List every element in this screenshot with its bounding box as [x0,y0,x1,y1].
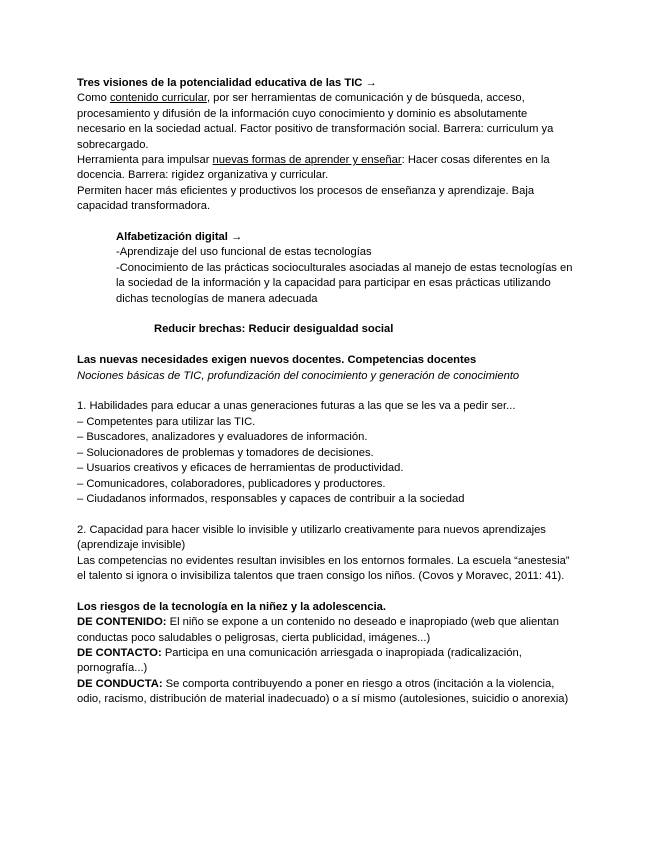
competence-point-2: 2. Capacidad para hacer visible lo invisible y utilizarlo creativamente para nuevos aprendizajes (aprendizaje invisible) [77,523,546,552]
list-item: – Usuarios creativos y eficaces de herramientas de productividad. [77,462,404,475]
text-span: , por ser herramientas de comunicación y de búsqueda, acceso, procesamiento y difusión de la información cuyo conocimiento y dominio es absolutamente necesario en la sociedad actual. Factor positivo de transformación social. Barrera: curriculum ya sobrecargado. [77,92,554,151]
document-page [77,76,577,708]
risk-text: Se comporta contribuyendo a poner en riesgo a otros (incitación a la violencia, odio, racismo, distribución de material inadecuado) o a sí mismo (autolesiones, suicidio o anorexia) [77,677,569,706]
section-heading-tic-visions: Tres visiones de la potencialidad educativa de las TIC → [77,77,377,89]
underlined-term-curricular-content: contenido curricular [109,92,207,105]
text-span: : Hacer cosas diferentes en la docencia. Barrera: rigidez organizativa y curricular. [77,154,550,182]
risk-label: DE CONTENIDO: [77,616,167,629]
spacer [77,307,577,322]
paragraph-curricular-content [77,91,577,153]
list-item: – Comunicadores, colaboradores, publicadores y productores. [77,477,386,490]
paragraph-new-ways [77,153,577,184]
digital-literacy-block [77,230,577,307]
list-item: – Solucionadores de problemas y tomadores de decisiones. [77,446,374,459]
section-heading-digital-literacy: Alfabetización digital → [116,231,243,244]
competence-point-2-text: Las competencias no evidentes resultan invisibles en los entornos formales. La escuela “anestesia” el talento si ignora o invisibiliza talentos que traen consigo los niños. (Covos y Moravec, 2011: 41). [77,554,570,582]
risk-content [77,615,577,646]
text-span: Herramienta para impulsar [77,154,213,167]
section-heading-reduce-gaps: Reducir brechas: Reducir desigualdad social [154,323,394,336]
spacer [77,338,577,353]
risk-text: Participa en una comunicación arriesgada o inapropiada (radicalización, pornografía...) [77,646,522,675]
list-item: – Ciudadanos informados, responsables y capaces de contribuir a la sociedad [77,492,465,505]
spacer [77,584,577,599]
spacer [77,507,577,522]
risk-label: DE CONTACTO: [77,646,162,659]
risk-contact [77,646,577,677]
section-heading-risks: Los riesgos de la tecnología en la niñez y la adolescencia. [77,600,387,613]
risk-text: El niño se expone a un contenido no deseado e inapropiado (web que alientan conductas poco saludables o peligrosas, cierta publicidad, imágenes...) [77,616,559,644]
literacy-item-1: -Aprendizaje del uso funcional de estas tecnologías [116,246,372,259]
risk-label: DE CONDUCTA: [77,677,163,690]
spacer [77,384,577,399]
section-heading-new-teachers: Las nuevas necesidades exigen nuevos docentes. Competencias docentes [77,354,477,367]
text-span: Como [77,92,110,105]
list-item: – Buscadores, analizadores y evaluadores de información. [77,431,368,444]
section-subtitle: Nociones básicas de TIC, profundización del conocimiento y generación de conocimiento [77,369,520,382]
paragraph-efficiency: Permiten hacer más eficientes y productivos los procesos de enseñanza y aprendizaje. Baja capacidad transformadora. [77,184,535,213]
list-item: – Competentes para utilizar las TIC. [77,415,256,428]
competence-point-1: 1. Habilidades para educar a unas generaciones futuras a las que se les va a pedir ser... [77,400,516,413]
spacer [77,215,577,230]
literacy-item-2: -Conocimiento de las prácticas socioculturales asociadas al manejo de estas tecnologías en la sociedad de la información y la capacidad para participar en esas prácticas utilizando dichas tecnologías de manera adecuada [116,261,573,305]
risk-conduct [77,677,577,708]
underlined-term-new-ways: nuevas formas de aprender y enseñar [212,154,402,167]
